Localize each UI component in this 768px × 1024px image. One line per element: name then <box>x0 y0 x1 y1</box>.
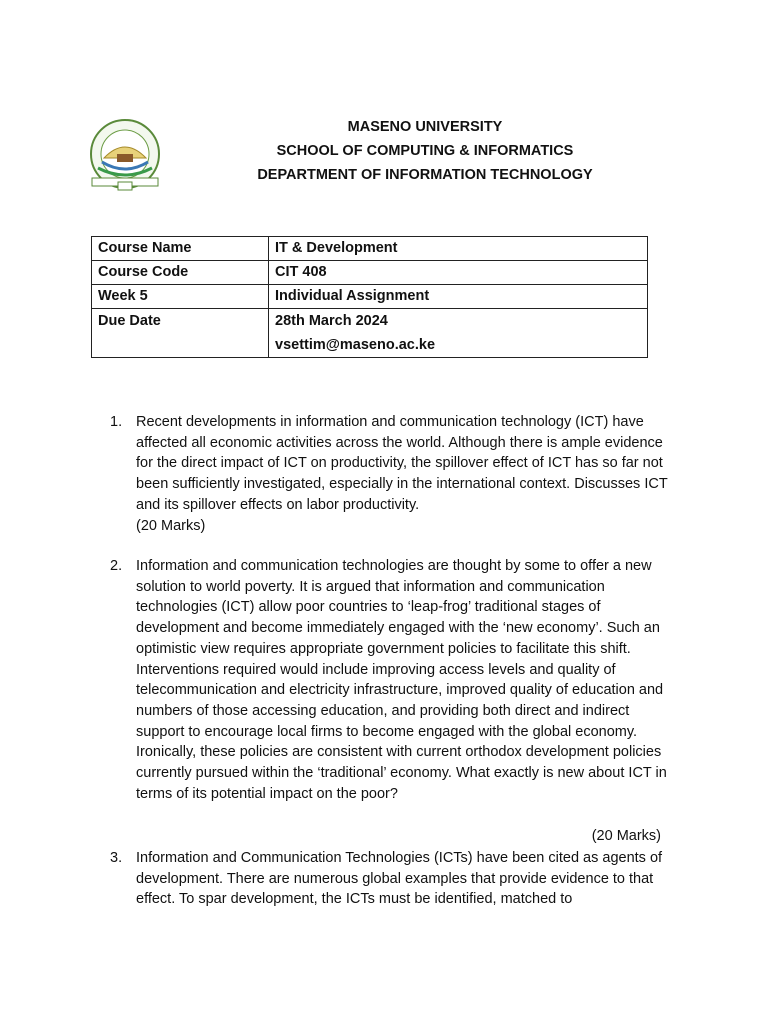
week-value: Individual Assignment <box>269 285 648 309</box>
table-row <box>92 309 648 358</box>
due-date-cell <box>269 309 648 358</box>
course-info-table <box>91 236 648 358</box>
question-text: Information and Communication Technologies (ICTs) have been cited as agents of development. There are numerous global examples that provide evidence to that effect. To spar development, the ICTs must be identified, matched to <box>136 850 663 908</box>
course-name-label: Course Name <box>92 237 269 261</box>
question-text: Information and communication technologies are thought by some to offer a new solution to world poverty. It is argued that information and communication technologies (ICT) allow poor countries to ‘leap-frog’ traditional stages of development and become immediately engaged with the ‘new economy’. Such an optimistic view requires appropriate government policies to facilitate this shift. Interventions required would include improving access levels and quality of telecommunication and electricity infrastructure, improved quality of education and numbers of those accessing education, and providing both direct and indirect support to encourage local firms to become engaged with the global economy. Ironically, these policies are consistent with current orthodox development policies currently pursued within the ‘traditional’ economy. What exactly is new about ICT in terms of its potential impact on the poor? <box>136 558 667 802</box>
question-number: 1. <box>110 414 123 430</box>
question-text: Recent developments in information and communication technology (ICT) have affected all economic activities across the world. Although there is ample evidence for the direct impact of ICT on productivity, the spillover effect of ICT has so far not been sufficiently investigated, especially in the international context. Discusses ICT and its spillover effects on labor productivity. <box>136 414 668 513</box>
due-date-label: Due Date <box>92 309 269 358</box>
question-marks: (20 Marks) <box>591 828 661 844</box>
question-number: 3. <box>110 850 123 866</box>
week-label: Week 5 <box>92 285 269 309</box>
university-name: MASENO UNIVERSITY <box>347 119 503 135</box>
course-name-value: IT & Development <box>269 237 648 261</box>
university-crest-icon <box>84 116 166 192</box>
question-number: 2. <box>110 558 123 574</box>
school-name: SCHOOL OF COMPUTING & INFORMATICS <box>276 143 574 159</box>
due-date-value: 28th March 2024 <box>275 313 388 329</box>
table-row <box>92 285 648 309</box>
table-row <box>92 237 648 261</box>
table-row <box>92 261 648 285</box>
question-marks: (20 Marks) <box>136 517 206 534</box>
department-name: DEPARTMENT OF INFORMATION TECHNOLOGY <box>257 167 593 183</box>
course-code-label: Course Code <box>92 261 269 285</box>
contact-email: vsettim@maseno.ac.ke <box>275 337 436 353</box>
course-code-value: CIT 408 <box>269 261 648 285</box>
